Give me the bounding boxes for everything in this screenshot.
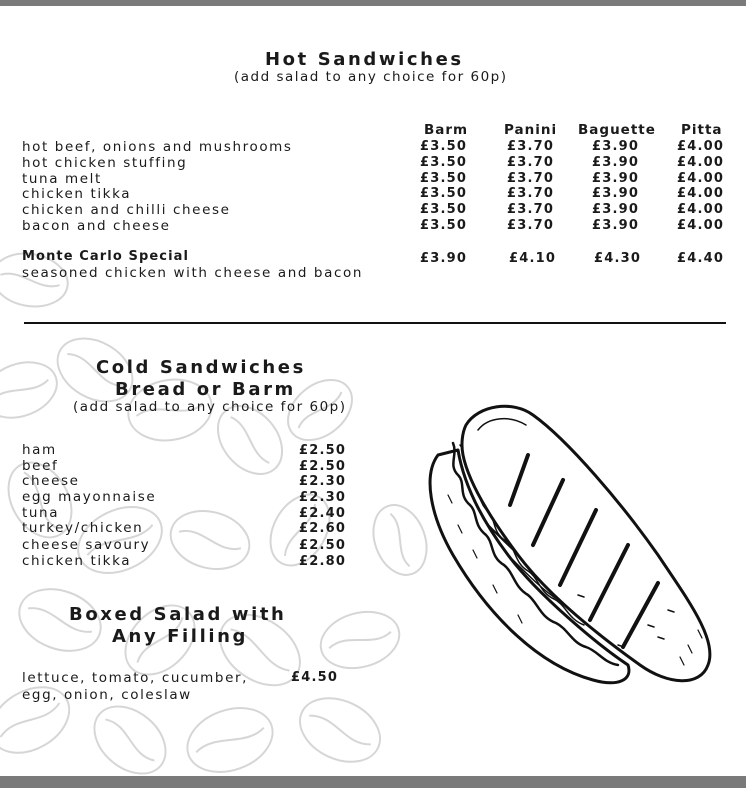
special-price-barm: £3.90: [420, 251, 468, 266]
cold-item-price: £2.50: [299, 459, 347, 474]
cold-item-price: £2.30: [299, 474, 347, 489]
cold-sandwiches-note: (add salad to any choice for 60p): [73, 399, 347, 415]
price-barm: £3.50: [420, 171, 468, 186]
cold-sandwiches-subtitle: Bread or Barm: [115, 379, 296, 400]
price-baguette: £3.90: [592, 155, 640, 170]
price-baguette: £3.90: [592, 218, 640, 233]
column-header-baguette: Baguette: [578, 122, 656, 138]
special-name: Monte Carlo Special: [22, 249, 190, 264]
price-panini: £3.70: [507, 218, 555, 233]
hot-item-name: tuna melt: [22, 171, 102, 187]
hot-item-name: chicken tikka: [22, 186, 132, 202]
section-divider: [24, 322, 726, 324]
boxed-salad-subtitle: Any Filling: [112, 626, 249, 647]
hot-item-name: hot chicken stuffing: [22, 155, 188, 171]
cold-item-name: ham: [22, 442, 57, 458]
price-panini: £3.70: [507, 155, 555, 170]
price-baguette: £3.90: [592, 139, 640, 154]
boxed-salad-line2: egg, onion, coleslaw: [22, 687, 192, 703]
boxed-salad-price: £4.50: [291, 670, 339, 685]
cold-item-name: cheese: [22, 473, 80, 489]
cold-item-price: £2.40: [299, 506, 347, 521]
price-pitta: £4.00: [677, 202, 725, 217]
price-barm: £3.50: [420, 202, 468, 217]
bottom-frame-bar: [0, 776, 746, 788]
hot-item-name: hot beef, onions and mushrooms: [22, 139, 293, 155]
cold-item-price: £2.50: [299, 538, 347, 553]
cold-item-name: cheese savoury: [22, 537, 151, 553]
price-baguette: £3.90: [592, 202, 640, 217]
column-header-barm: Barm: [424, 122, 469, 138]
boxed-salad-title: Boxed Salad with: [69, 604, 287, 625]
cold-item-price: £2.30: [299, 490, 347, 505]
price-pitta: £4.00: [677, 139, 725, 154]
price-barm: £3.50: [420, 155, 468, 170]
sandwich-illustration: [418, 395, 730, 695]
column-header-panini: Panini: [504, 122, 558, 138]
special-price-panini: £4.10: [509, 251, 557, 266]
cold-item-price: £2.50: [299, 443, 347, 458]
price-panini: £3.70: [507, 171, 555, 186]
price-barm: £3.50: [420, 186, 468, 201]
boxed-salad-line1: lettuce, tomato, cucumber,: [22, 670, 249, 686]
cold-item-price: £2.80: [299, 554, 347, 569]
cold-item-price: £2.60: [299, 521, 347, 536]
price-panini: £3.70: [507, 139, 555, 154]
price-barm: £3.50: [420, 139, 468, 154]
price-pitta: £4.00: [677, 171, 725, 186]
special-price-pitta: £4.40: [677, 251, 725, 266]
hot-item-name: bacon and cheese: [22, 218, 171, 234]
special-description: seasoned chicken with cheese and bacon: [22, 265, 363, 281]
hot-item-name: chicken and chilli cheese: [22, 202, 231, 218]
cold-item-name: egg mayonnaise: [22, 489, 157, 505]
price-pitta: £4.00: [677, 218, 725, 233]
cold-sandwiches-title: Cold Sandwiches: [96, 357, 306, 378]
price-baguette: £3.90: [592, 186, 640, 201]
hot-sandwiches-note: (add salad to any choice for 60p): [234, 69, 508, 85]
price-baguette: £3.90: [592, 171, 640, 186]
price-panini: £3.70: [507, 186, 555, 201]
cold-item-name: turkey/chicken: [22, 520, 144, 536]
special-price-baguette: £4.30: [594, 251, 642, 266]
top-frame-bar: [0, 0, 746, 6]
cold-item-name: beef: [22, 458, 59, 474]
column-header-pitta: Pitta: [681, 122, 723, 138]
price-panini: £3.70: [507, 202, 555, 217]
cold-item-name: tuna: [22, 505, 60, 521]
cold-item-name: chicken tikka: [22, 553, 132, 569]
hot-sandwiches-title: Hot Sandwiches: [265, 49, 464, 70]
price-pitta: £4.00: [677, 186, 725, 201]
price-pitta: £4.00: [677, 155, 725, 170]
price-barm: £3.50: [420, 218, 468, 233]
